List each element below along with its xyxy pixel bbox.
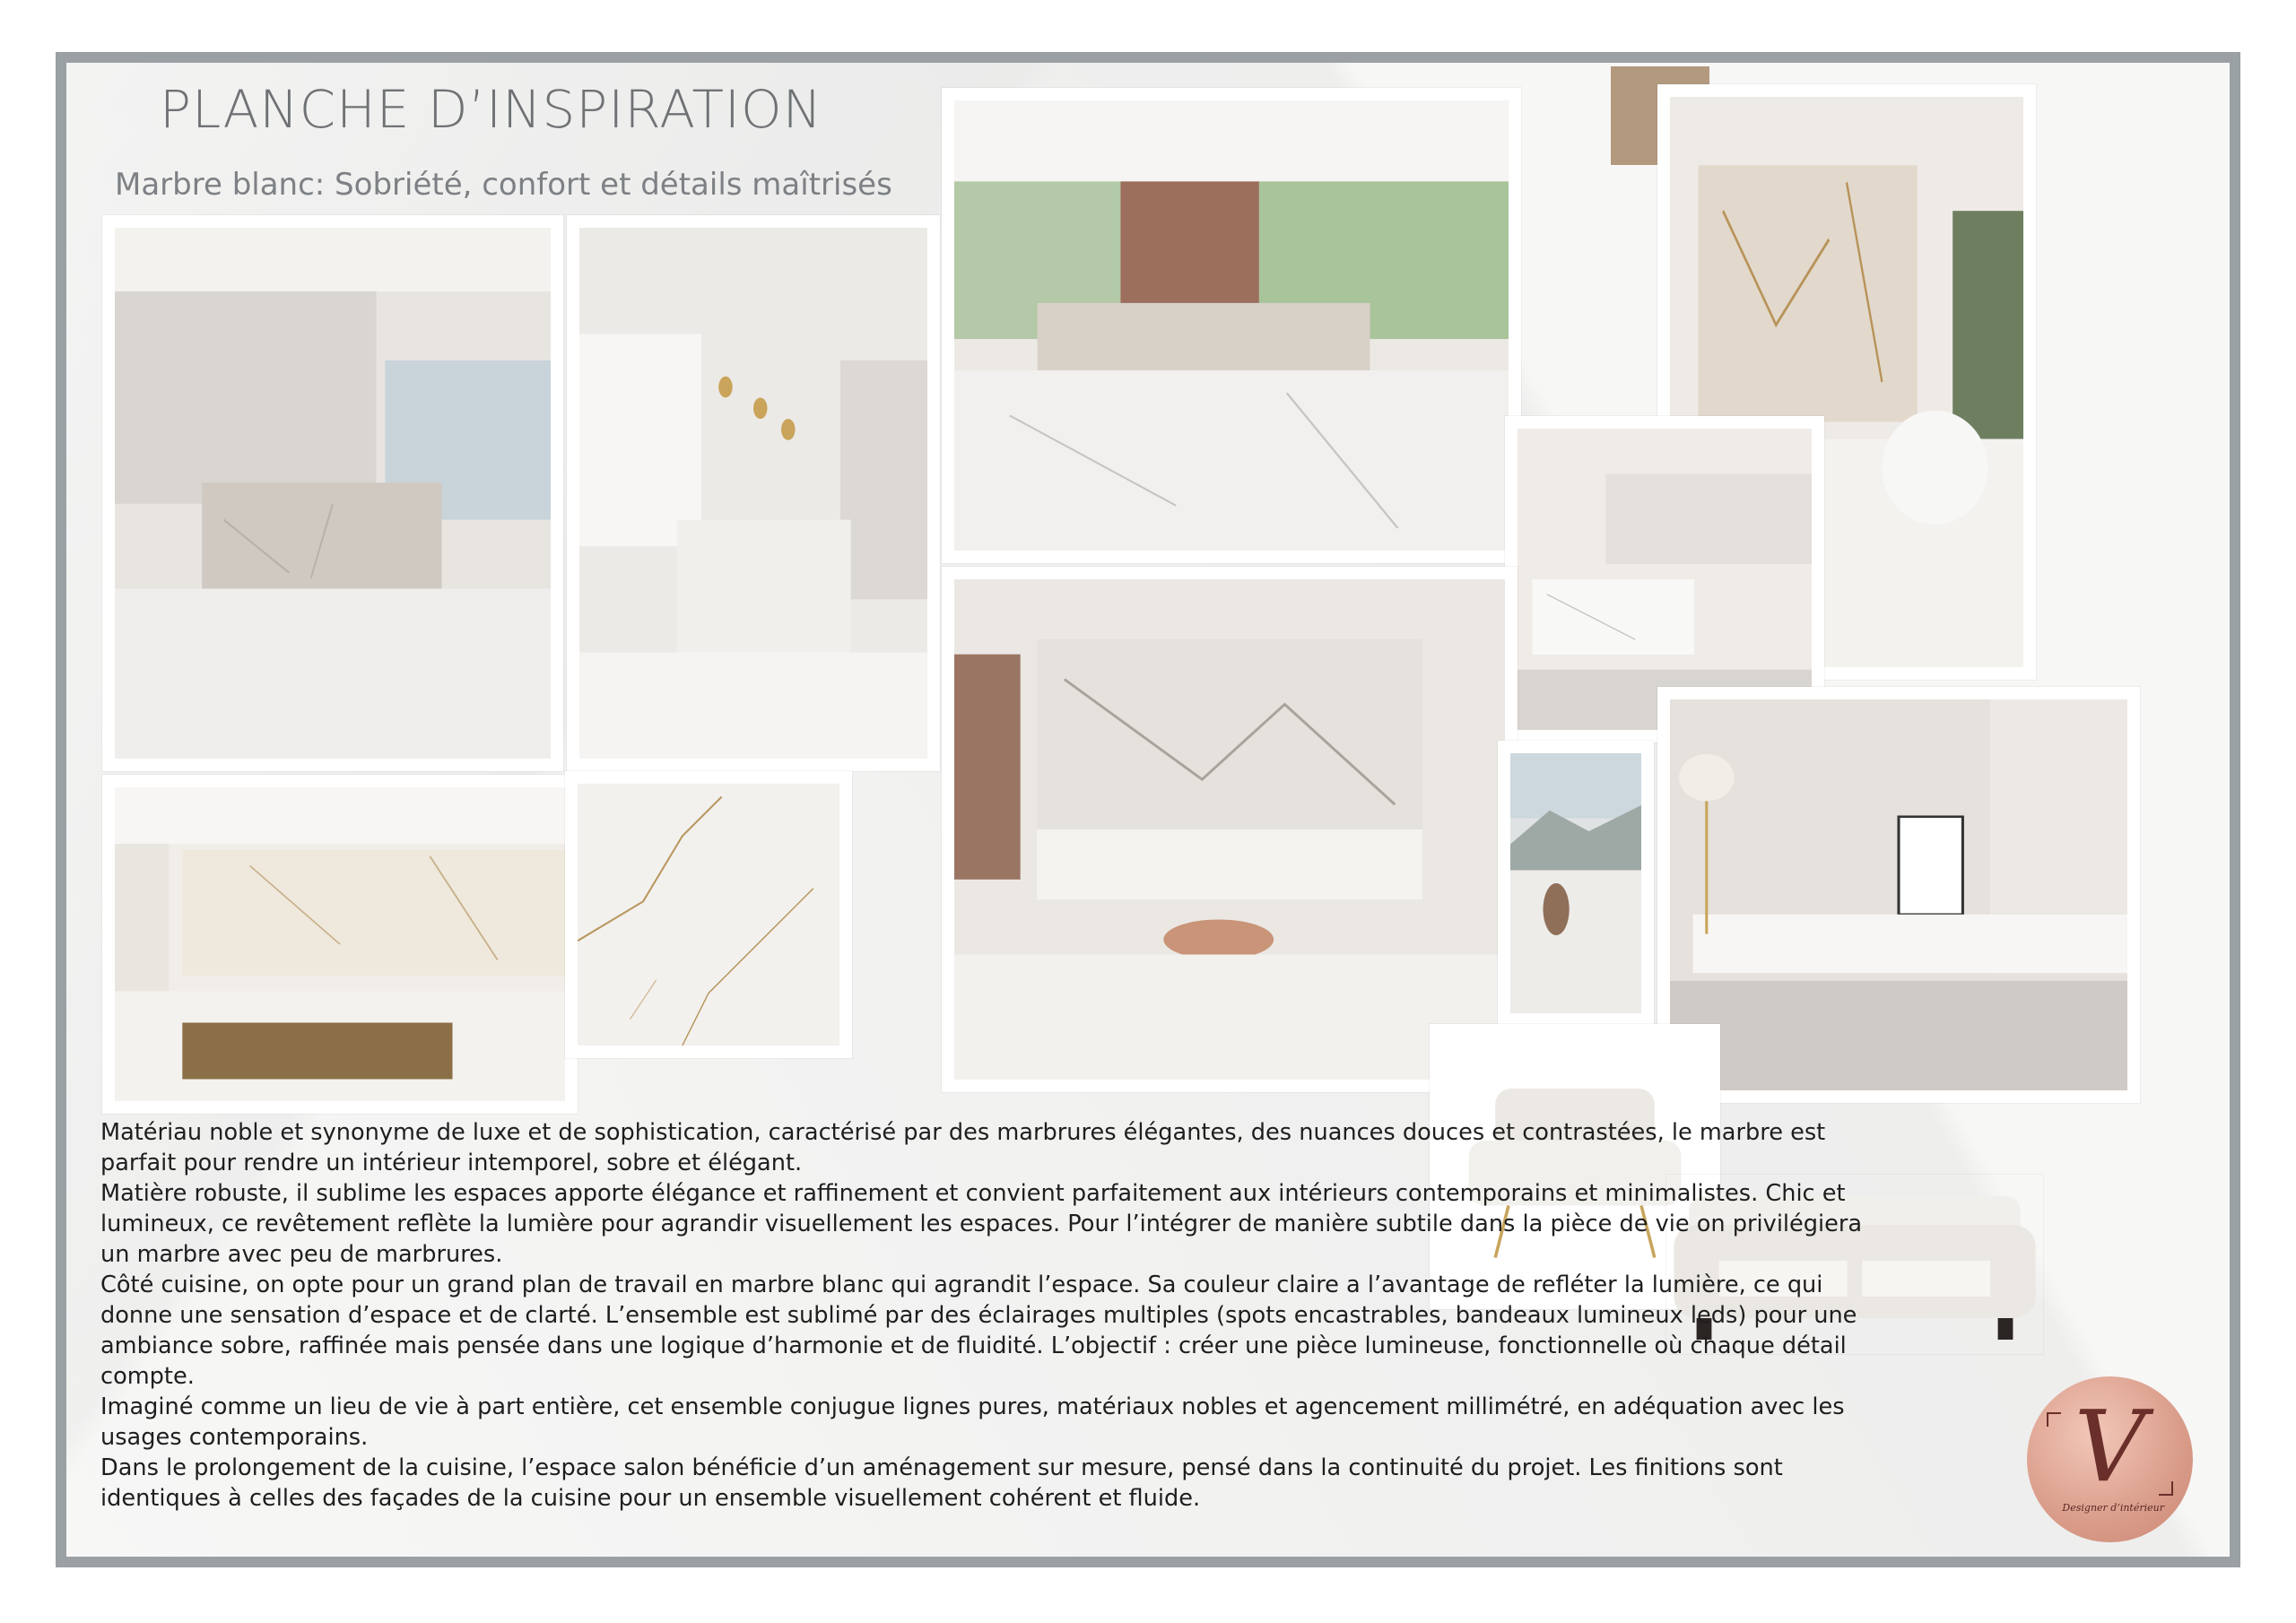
designer-logo <box>2027 1376 2193 1542</box>
photo-tv-unit-lamp <box>1657 687 2140 1103</box>
photo-kitchen-island <box>102 215 563 771</box>
logo-monogram: V <box>2074 1389 2146 1504</box>
logo-tagline: Designer d’intérieur <box>2062 1502 2164 1514</box>
description-paragraph: Matière robuste, il sublime les espaces apporte élégance et raffinement et convient parfaitement aux intérieurs contemporains et minimalistes. Chic et lumineux, ce revêtement reflète la lumière pour agrandir visuellement les espaces. Pour l’intégrer de manière subtile dans la pièce de vie on privilégiera un marbre avec peu de marbrures. <box>100 1180 1863 1268</box>
page-title: PLANCHE D’INSPIRATION <box>160 79 823 140</box>
description-paragraph: Dans le prolongement de la cuisine, l’espace salon bénéficie d’un aménagement sur mesure, pensé dans la continuité du projet. Les finitions sont identiques à celles des façades de la cuisine pour un ensemble visuellement cohérent et fluide. <box>100 1454 1783 1512</box>
photo-window-view <box>1498 741 1654 1026</box>
photo-marble-texture <box>565 771 852 1058</box>
photo-salon-marble-wall <box>942 567 1518 1092</box>
description-text <box>100 1117 1894 1514</box>
description-paragraph: Côté cuisine, on opte pour un grand plan de travail en marbre blanc qui agrandit l’espace. Sa couleur claire a l’avantage de refléter la lumière, ce qui donne une sensation d’espace et de clarté. L’ensemble est sublimé par des éclairages multiples (spots encastrables, bandeaux lumineux leds) pour une ambiance sobre, raffinée mais pensée dans une logique d’harmonie et de fluidité. L’objectif : créer une pièce lumineuse, fonctionnelle où chaque détail compte. <box>100 1271 1857 1390</box>
page-subtitle: Marbre blanc: Sobriété, confort et détails maîtrisés <box>115 167 892 203</box>
photo-kitchen-backsplash <box>102 775 578 1114</box>
description-paragraph: Matériau noble et synonyme de luxe et de sophistication, caractérisé par des marbrures élégantes, des nuances douces et contrastées, le marbre est parfait pour rendre un intérieur intemporel, sobre et élégant. <box>100 1119 1826 1176</box>
photo-living-room-windows <box>942 88 1521 563</box>
photo-white-kitchen <box>567 215 940 771</box>
description-paragraph: Imaginé comme un lieu de vie à part entière, cet ensemble conjugue lignes pures, matériaux nobles et agencement millimétré, en adéquation avec les usages contemporains. <box>100 1393 1845 1451</box>
